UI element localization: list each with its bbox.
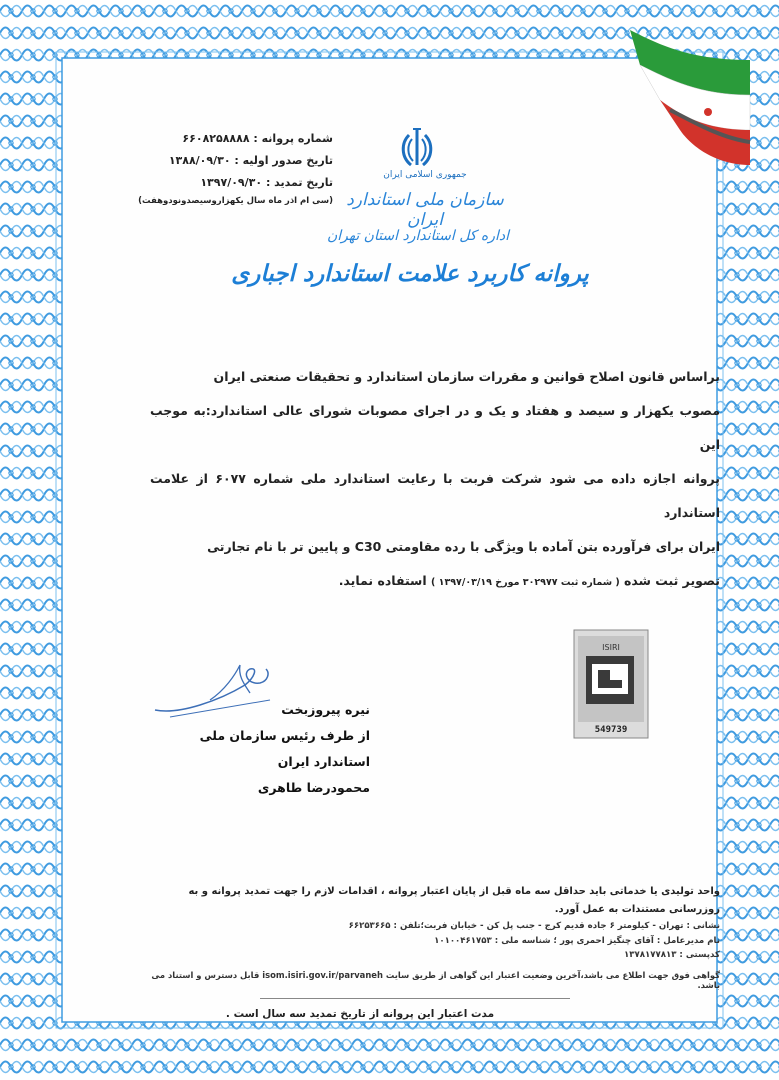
issue-date-label: تاریخ صدور اولیه :: [234, 154, 333, 167]
body-line-4a: ایران برای فرآورده: [602, 539, 720, 554]
certificate-body: [150, 360, 720, 600]
country-name: جمهوری اسلامی ایران: [383, 170, 467, 180]
body-line-1: براساس قانون اصلاح قوانین و مقررات سازمان استاندارد و تحقیقات صنعتی ایران: [213, 369, 720, 384]
company-ceo: نام مدیرعامل : آقای چنگیز احمری پور ؛ شناسه ملی : ۱۰۱۰۰۴۶۱۷۵۳: [434, 935, 720, 946]
license-number-label: شماره پروانه :: [253, 132, 333, 145]
organization-name: سازمان ملی استاندارد ایران: [346, 190, 504, 230]
registration-info: ( شماره ثبت ۳۰۲۹۷۷ مورخ ۱۳۹۷/۰۳/۱۹ ): [431, 577, 620, 588]
seal-code: 549739: [594, 725, 628, 735]
body-line-4: [150, 530, 720, 564]
body-line-4b: با نام تجارتی: [207, 539, 287, 554]
head-name: محمودرضا طاهری: [257, 780, 370, 795]
product-name: بتن آماده با ویژگی با رده مقاومتی C30 و پایین تر: [291, 539, 598, 554]
license-number-row: [113, 128, 333, 150]
verification-site-note: گواهی فوق جهت اطلاع می باشد،آخرین وضعیت اعتبار این گواهی از طریق سایت isom.isiri.gov.ir/parvaneh قابل دسترس و استناد می باشد.: [151, 970, 720, 990]
standard-number: ۶۰۷۷: [215, 471, 246, 486]
renewal-date-label: تاریخ تمدید :: [265, 176, 333, 189]
company-details: [160, 919, 720, 963]
signature-block: [140, 697, 370, 801]
body-line-3a: پروانه اجازه داده می شود: [549, 471, 720, 486]
renewal-date-value: ۱۳۹۷/۰۹/۳۰: [200, 176, 263, 189]
divider: [260, 998, 570, 999]
issue-date-value: ۱۳۸۸/۰۹/۳۰: [168, 154, 231, 167]
license-number-value: ۶۶۰۸۲۵۸۸۸۸: [182, 132, 250, 145]
office-name: اداره کل استاندارد استان تهران: [326, 228, 510, 244]
seal-brand: ISIRI: [602, 643, 620, 652]
renewal-date-row: [113, 172, 333, 194]
renewal-date-words: (سی ام اذر ماه سال یکهزاروسیصدونودوهفت): [138, 196, 333, 206]
body-line-3b: با رعایت استاندارد ملی شماره: [253, 471, 453, 486]
body-line-5-end: استفاده نماید.: [338, 573, 427, 588]
iran-emblem-icon: [395, 125, 439, 173]
issue-date-row: [113, 150, 333, 172]
hologram-seal-image: [572, 628, 650, 740]
postal-code: کدپستی : ۱۳۷۸۱۷۷۸۱۳: [623, 950, 720, 960]
renewal-notice: واحد تولیدی یا خدماتی باید حداقل سه ماه قبل از پایان اعتبار پروانه ، اقدامات لازم را جهت تمدید پروانه و به روزرسانی مستندات به عمل آورد.: [188, 886, 720, 915]
trade-name: تصویر ثبت شده: [624, 573, 720, 588]
body-line-3c: از علامت استاندارد: [150, 471, 720, 520]
certificate-title: پروانه کاربرد علامت استاندارد اجباری: [231, 260, 589, 287]
iran-flag-image: [620, 20, 770, 180]
company-address: نشانی : تهران - کیلومتر ۶ جاده قدیم کرج - جنب پل کن - خیابان فربت؛تلفن : ۶۶۲۵۳۶۶۵: [348, 921, 720, 931]
company-name: شرکت فربت: [460, 471, 542, 486]
body-line-5: [150, 564, 720, 600]
signer-name: نیره پیروزبخت: [281, 702, 370, 717]
body-line-3: [150, 462, 720, 530]
body-line-2: مصوب یکهزار و سیصد و هفتاد و یک و در اجرای مصوبات شورای عالی استاندارد:به موجب این: [150, 403, 720, 452]
signer-role: از طرف رئیس سازمان ملی استاندارد ایران: [199, 728, 370, 769]
license-meta: [113, 128, 333, 208]
validity-note: مدت اعتبار این پروانه از تاریخ تمدید سه سال است .: [225, 1008, 495, 1020]
